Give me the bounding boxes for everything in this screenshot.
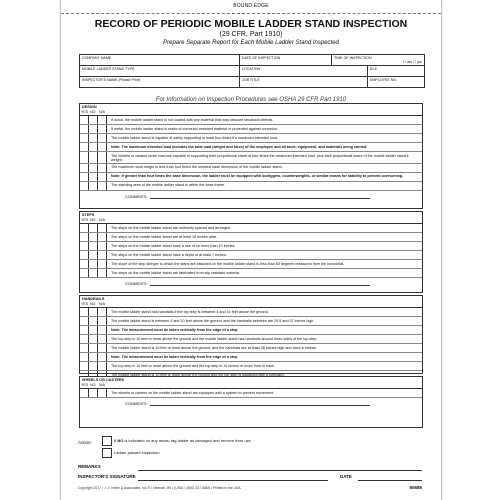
company-name-field[interactable]: COMPANY NAME	[80, 55, 240, 65]
date-field[interactable]: DATE OF INSPECTION	[240, 55, 332, 65]
item-text: The mobile ladder stand is capable of safely supporting at least four times it's maximum intended load.	[111, 135, 278, 140]
action-label: Action:	[78, 440, 92, 445]
form-number: 50685	[409, 485, 422, 490]
item-text: The wheels or casters on the mobile ladder stand are equipped with a system to prevent movement.	[111, 390, 275, 395]
column-header: N/A	[99, 218, 105, 222]
item-text: The top step is 10 feet or more above the ground and the mobile ladder stand has handrails around three sides of the top step.	[111, 336, 318, 341]
wheels-comments[interactable]: COMMENTS:	[80, 398, 422, 408]
item-text: The steps on the mobile ladder stand are uniformly spaced and arranged.	[111, 225, 231, 230]
handrails-heading: HANDRAILS	[82, 297, 105, 301]
column-header: NO	[90, 302, 96, 306]
action-no-text: If NO is indicated on any areas, tag ladder as damaged and remove from use	[114, 438, 251, 443]
action-passed-text: Ladder passed inspection	[114, 450, 160, 455]
location-field[interactable]: LOCATION	[240, 66, 368, 76]
item-text: The mobile ladder stand is 10 feet or more above the ground and the top step is equipped with a toeboard.	[111, 372, 285, 377]
item-text: The steps on the mobile ladder stand have a rise of no more than 10 inches.	[111, 243, 236, 248]
time-field[interactable]: TIME OF INSPECTION ☐ am ☐ pm	[334, 56, 422, 64]
stand-type-field[interactable]: MOBILE LADDER STAND TYPE	[80, 66, 240, 76]
design-heading: DESIGN	[82, 105, 97, 109]
design-comments[interactable]: COMMENTS:	[80, 191, 422, 201]
item-text: The steps on the mobile ladder stand are at least 16 inches wide.	[111, 234, 218, 239]
date-label: DATE	[340, 474, 352, 479]
item-text: Note: If greater than four times the base dimension, the ladder must be equipped with outriggers, counterweights, or similar means for stability to prevent overturning.	[111, 174, 404, 179]
column-header: YES	[81, 218, 89, 222]
column-header: YES	[81, 383, 89, 387]
signature-line[interactable]: INSPECTOR'S SIGNATURE DATE	[78, 474, 422, 481]
item-text: The top step is 10 feet or more above the ground and the top step is 10 inches or more from to back.	[111, 363, 275, 368]
column-header: NO	[90, 218, 96, 222]
bound-edge: BOUND EDGE	[61, 0, 441, 14]
column-header: YES	[81, 302, 89, 306]
copyright: Copyright 2017 • J. J. Keller & Associates, Inc.® • Neenah, WI • (USA) • (800) 327-6868 • Printed in the USA	[78, 486, 241, 490]
form-footer	[60, 0, 440, 500]
item-text: The slope of the step stringer to which the steps are attached on the mobile ladder stand is less than 60 degrees measured from the horizontal.	[111, 261, 345, 266]
item-text: The mobile ladder stand is between 4 and 10 feet above the ground, and the handrails between are 29.5 and 37 inches high.	[111, 318, 315, 323]
item-text: The standing area of the mobile ladder stand is within the base frame.	[111, 183, 225, 188]
item-text: The mobile ladder stand is 10 feet or more above the ground, and the handrails are at least 36 inches high and have a midrail.	[111, 345, 317, 350]
osha-note: For Information on Inspection Procedures see OSHA 29 CFR Part 1910	[155, 97, 347, 103]
item-text: The mobile ladder stand has handrails if the top step is between 4 and 10 feet above the ground.	[111, 309, 269, 314]
item-text: If wood, the mobile ladder stand is not coated with any material that may obscure structural defects.	[111, 117, 274, 122]
item-text: Note: The maximum intended load includes the total load (weight and force) of the employee and all tools, equipment, and materials being carried.	[111, 144, 368, 149]
wheels-heading: WHEELS OR CASTERS	[82, 378, 125, 382]
item-text: Note: The measurement must be taken vertically from the edge of a step.	[111, 327, 239, 332]
item-text: The steps on the mobile ladder stand have a depth of at least 7 inches.	[111, 252, 227, 257]
action-passed-checkbox[interactable]	[102, 448, 112, 458]
am-pm-checkboxes[interactable]: ☐ am ☐ pm	[403, 60, 422, 64]
item-text: The steps on the mobile ladder stand are fabricated from slip resistant material.	[111, 270, 241, 275]
action-no-checkbox[interactable]	[102, 436, 112, 446]
steps-comments[interactable]: COMMENTS:	[80, 278, 422, 288]
item-text: If metal, the mobile ladder stand is made of corrosion-resistant material or protected against corrosion.	[111, 126, 278, 131]
form-title: RECORD OF PERIODIC MOBILE LADDER STAND INSPECTION	[94, 18, 408, 30]
action-area	[78, 436, 422, 460]
job-title-field[interactable]: JOB TITLE	[240, 77, 368, 87]
item-text: Note: The measurement must be taken vertically from the edge of a step.	[111, 354, 239, 359]
steps-heading: STEPS	[82, 213, 95, 217]
form-subtitle: (29 CFR, Part 1910)	[219, 31, 283, 38]
employee-no-field[interactable]: EMPLOYEE NO.	[370, 78, 398, 82]
id-field[interactable]: ID #	[370, 67, 377, 71]
form-instructions: Prepare Separate Report for Each Mobile Ladder Stand Inspected	[163, 40, 339, 46]
remarks-line[interactable]: REMARKS	[78, 464, 422, 471]
column-header: N/A	[99, 383, 105, 387]
column-header: NO	[90, 383, 96, 387]
item-text: The wheels or casters under load are capable of supporting their proportional share of four times the maximum intended load, plus their proportional share of the mobile ladder stand's weight.	[111, 153, 409, 162]
inspector-name-field[interactable]: INSPECTOR'S NAME (Please Print)	[80, 77, 240, 87]
column-header: NO	[90, 110, 96, 114]
column-header: YES	[81, 110, 89, 114]
column-header: N/A	[99, 110, 105, 114]
column-header: N/A	[99, 302, 105, 306]
item-text: The maximum work height is less than four times the shortest base dimension of the mobile ladder stand.	[111, 165, 283, 170]
